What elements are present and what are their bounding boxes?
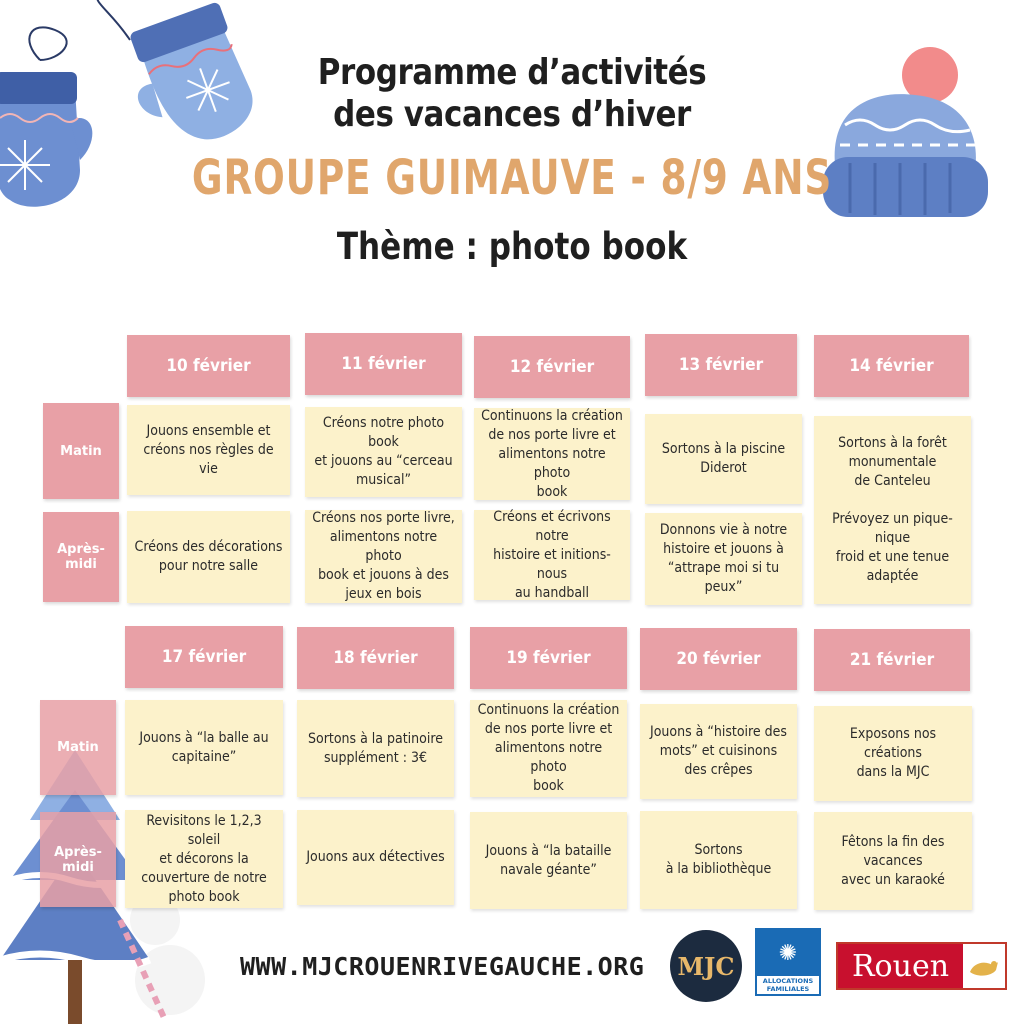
activity-cell: Sortons à la piscine Diderot (645, 414, 802, 504)
day-header: 20 février (640, 628, 797, 690)
mjc-logo (670, 930, 742, 1002)
activity-cell: Jouons à “la balle au capitaine” (125, 700, 283, 795)
day-header: 17 février (125, 626, 283, 688)
caf-family-icon: ✺ (757, 930, 819, 976)
day-header: 13 février (645, 334, 797, 396)
day-header: 18 février (297, 627, 454, 689)
day-header: 21 février (814, 629, 970, 691)
activity-cell: Revisitons le 1,2,3 soleil et décorons la couverture de notre photo book (125, 810, 283, 908)
activity-cell: Créons des décorations pour notre salle (127, 511, 290, 603)
activity-cell: Sortons à la bibliothèque (640, 811, 797, 909)
activity-cell: Jouons à “la bataille navale géante” (470, 812, 627, 909)
activity-cell: Créons nos porte livre, alimentons notre photo book et jouons à des jeux en bois (305, 510, 462, 603)
activity-cell: Jouons ensemble et créons nos règles de vie (127, 405, 290, 495)
title-line-1: Programme d’activités (317, 52, 707, 93)
day-header: 10 février (127, 335, 290, 397)
activity-cell: Sortons à la patinoire supplément : 3€ (297, 700, 454, 797)
group-title: GROUPE GUIMAUVE - 8/9 ANS (191, 150, 833, 206)
day-header: 11 février (305, 333, 462, 395)
website-link[interactable]: WWW.MJCROUENRIVEGAUCHE.ORG (240, 952, 645, 981)
lamb-icon (966, 950, 1002, 982)
activity-cell: Jouons à “histoire des mots” et cuisinons des crêpes (640, 704, 797, 799)
activity-cell: Continuons la création de nos porte livre et alimentons notre photo book (474, 408, 630, 500)
theme-title: Thème : photo book (336, 225, 688, 268)
activity-cell: Exposons nos créations dans la MJC (814, 706, 972, 801)
row-label-afternoon: Après-midi (40, 812, 116, 907)
activity-cell: Jouons aux détectives (297, 810, 454, 905)
activity-cell: Créons et écrivons notre histoire et initions-nous au handball (474, 510, 630, 600)
day-header: 19 février (470, 627, 627, 689)
row-label-afternoon: Après-midi (43, 512, 119, 602)
row-label-morning: Matin (40, 700, 116, 795)
caf-logo-text: ALLOCATIONS FAMILIALES (762, 977, 814, 993)
activity-cell: Fêtons la fin des vacances avec un karaoké (814, 812, 972, 910)
row-label-morning: Matin (43, 403, 119, 499)
rouen-logo-text: Rouen (838, 944, 963, 988)
activity-cell: Continuons la création de nos porte livre et alimentons notre photo book (470, 700, 627, 797)
rouen-logo (836, 942, 1007, 990)
activity-cell: Créons notre photo book et jouons au “cerceau musical” (305, 407, 462, 497)
mjc-logo-text: MJC (677, 951, 735, 981)
activity-cell: Sortons à la forêt monumentale de Canteleu Prévoyez un pique-nique froid et une tenue adaptée (814, 416, 971, 604)
day-header: 14 février (814, 335, 969, 397)
title-line-2: des vacances d’hiver (333, 94, 691, 135)
activity-cell: Donnons vie à notre histoire et jouons à “attrape moi si tu peux” (645, 513, 802, 605)
caf-logo (755, 928, 821, 996)
day-header: 12 février (474, 336, 630, 398)
